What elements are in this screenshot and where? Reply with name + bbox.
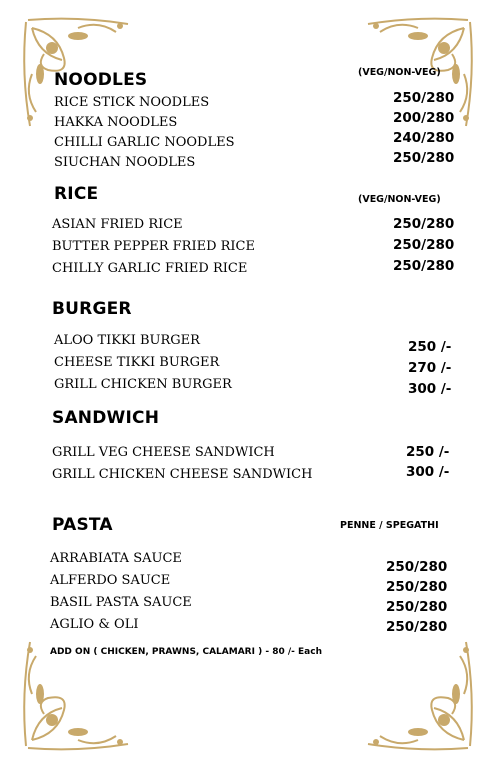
- menu-item-price: 300 /-: [408, 381, 452, 397]
- menu-item-price: 250 /-: [406, 444, 450, 460]
- section-title-rice: RICE: [54, 184, 99, 204]
- pasta-addon-note: ADD ON ( CHICKEN, PRAWNS, CALAMARI ) - 80 /- Each: [50, 647, 322, 657]
- menu-item-price: 250/280: [393, 237, 455, 253]
- section-title-sandwich: SANDWICH: [52, 408, 160, 428]
- menu-item-name: BUTTER PEPPER FRIED RICE: [52, 239, 255, 254]
- menu-item-price: 250 /-: [408, 339, 452, 355]
- menu-item-name: HAKKA NOODLES: [54, 115, 178, 130]
- menu-item-name: ASIAN FRIED RICE: [52, 217, 183, 232]
- menu-item-price: 250/280: [386, 599, 448, 615]
- section-title-pasta: PASTA: [52, 515, 113, 535]
- menu-item-name: BASIL PASTA SAUCE: [50, 595, 192, 610]
- menu-item-name: CHILLY GARLIC FRIED RICE: [52, 261, 248, 276]
- menu-item-name: GRILL VEG CHEESE SANDWICH: [52, 445, 275, 460]
- menu-item-price: 250/280: [393, 258, 455, 274]
- menu-item-name: AGLIO & OLI: [50, 617, 139, 632]
- menu-item-price: 250/280: [393, 150, 455, 166]
- section-note-noodles: (VEG/NON-VEG): [358, 67, 441, 78]
- menu-item-name: RICE STICK NOODLES: [54, 95, 210, 110]
- ornament-bottom-right-icon: [358, 634, 478, 754]
- menu-item-name: ALFERDO SAUCE: [50, 573, 171, 588]
- section-title-burger: BURGER: [52, 299, 132, 319]
- menu-item-price: 250/280: [393, 90, 455, 106]
- section-note-pasta: PENNE / SPEGATHI: [340, 520, 439, 531]
- menu-item-name: ARRABIATA SAUCE: [50, 551, 182, 566]
- menu-item-price: 300 /-: [406, 464, 450, 480]
- menu-item-name: GRILL CHICKEN BURGER: [54, 377, 232, 392]
- menu-item-price: 270 /-: [408, 360, 452, 376]
- menu-item-name: CHEESE TIKKI BURGER: [54, 355, 220, 370]
- section-note-rice: (VEG/NON-VEG): [358, 194, 441, 205]
- menu-item-price: 240/280: [393, 130, 455, 146]
- menu-item-price: 250/280: [386, 619, 448, 635]
- menu-item-name: SIUCHAN NOODLES: [54, 155, 196, 170]
- menu-item-name: CHILLI GARLIC NOODLES: [54, 135, 235, 150]
- menu-item-name: ALOO TIKKI BURGER: [54, 333, 200, 348]
- menu-item-price: 250/280: [386, 579, 448, 595]
- menu-item-price: 250/280: [386, 559, 448, 575]
- menu-item-name: GRILL CHICKEN CHEESE SANDWICH: [52, 467, 313, 482]
- menu-item-price: 250/280: [393, 216, 455, 232]
- section-title-noodles: NOODLES: [54, 70, 148, 90]
- menu-item-price: 200/280: [393, 110, 455, 126]
